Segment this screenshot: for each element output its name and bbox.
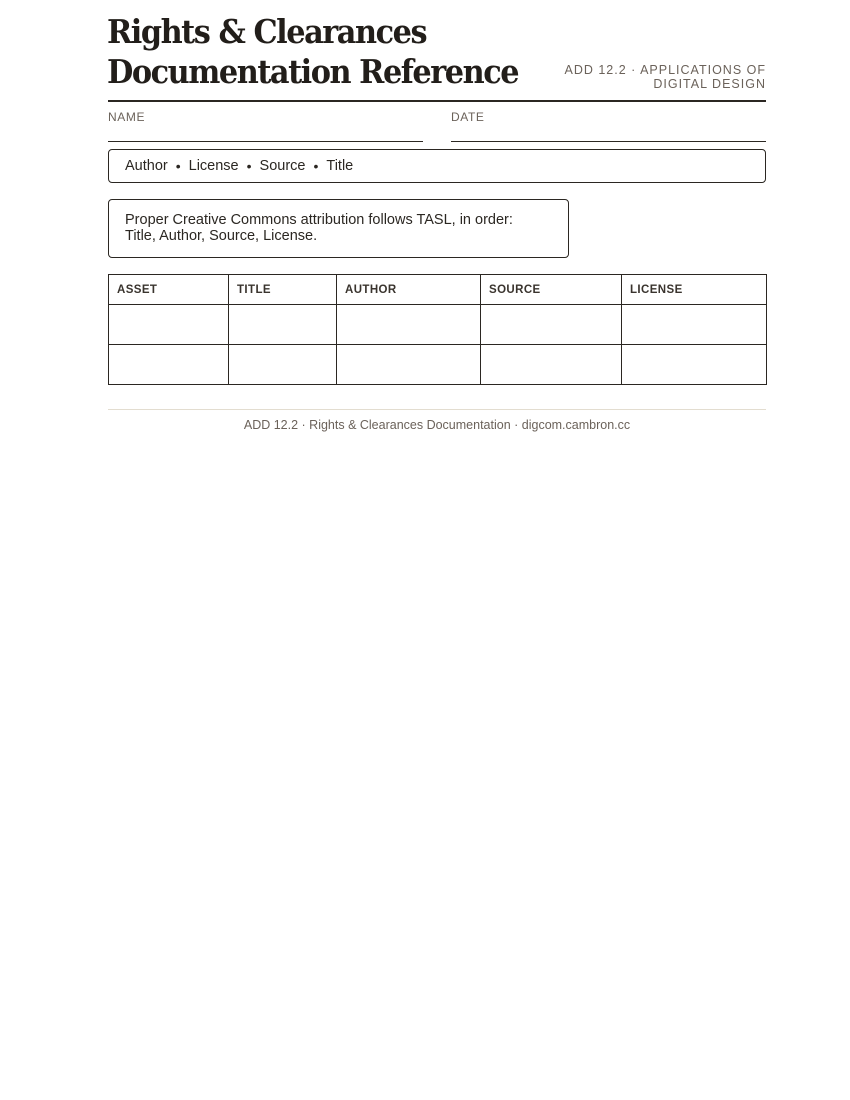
bullet-separator: • (313, 158, 319, 174)
date-label: DATE (451, 110, 485, 124)
table-cell[interactable] (337, 305, 481, 345)
word-bank-term: License (188, 158, 239, 174)
course-label-line-1: ADD 12.2 · APPLICATIONS OF (564, 63, 766, 77)
page-title (107, 12, 518, 92)
attribution-statement (108, 199, 569, 258)
table-cell[interactable] (229, 305, 337, 345)
course-label (564, 63, 766, 91)
documentation-table (108, 274, 767, 385)
table-cell[interactable] (229, 345, 337, 385)
table-cell[interactable] (622, 305, 767, 345)
word-bank-term: Title (326, 158, 354, 174)
table-row (109, 345, 767, 385)
word-bank-term: Source (259, 158, 306, 174)
table-cell[interactable] (481, 305, 622, 345)
course-label-line-2: DIGITAL DESIGN (653, 77, 766, 91)
page-title-line-1: Rights & Clearances (107, 12, 427, 51)
statement-line-1: Proper Creative Commons attribution follows TASL, in order: (125, 212, 513, 228)
table-cell[interactable] (337, 345, 481, 385)
column-header-source: SOURCE (481, 275, 622, 305)
bullet-separator: • (246, 158, 252, 174)
table-cell[interactable] (622, 345, 767, 385)
worksheet-header (108, 0, 766, 102)
word-bank (108, 149, 766, 183)
word-bank-term: Author (125, 158, 168, 174)
statement-line-2: Title, Author, Source, License. (125, 228, 318, 244)
bullet-separator: • (175, 158, 181, 174)
column-header-license: LICENSE (622, 275, 767, 305)
worksheet (107, 0, 766, 432)
name-label: NAME (108, 110, 146, 124)
table-row (109, 305, 767, 345)
date-field[interactable] (451, 102, 766, 142)
name-field[interactable] (108, 102, 423, 142)
table-header-row (109, 275, 767, 305)
footer-text: ADD 12.2 · Rights & Clearances Documentation · digcom.cambron.cc (243, 418, 631, 432)
page-title-line-2: Documentation Reference (107, 52, 519, 91)
table-cell[interactable] (109, 305, 229, 345)
column-header-asset: ASSET (109, 275, 229, 305)
table-cell[interactable] (109, 345, 229, 385)
table-cell[interactable] (481, 345, 622, 385)
page-footer (108, 409, 766, 432)
column-header-author: AUTHOR (337, 275, 481, 305)
column-header-title: TITLE (229, 275, 337, 305)
student-fields (108, 102, 766, 142)
